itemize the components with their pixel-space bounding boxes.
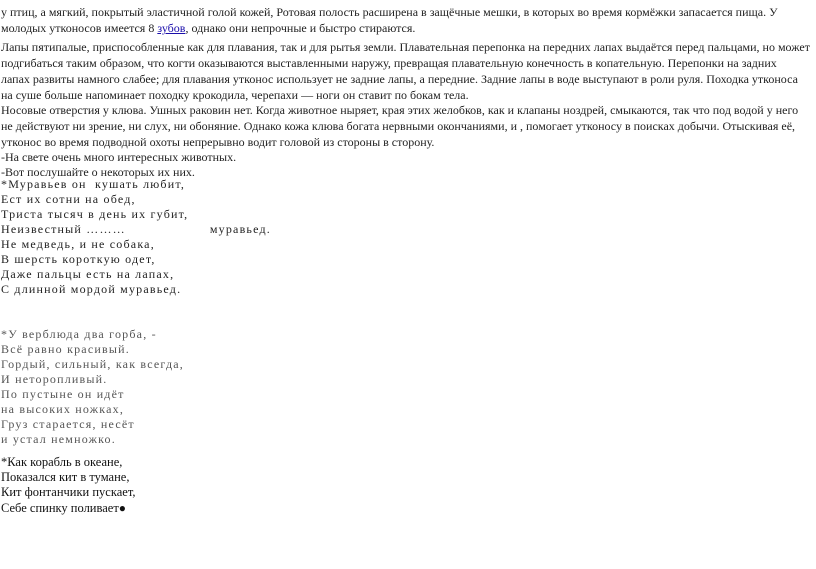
- poem-line: И неторопливый.: [1, 372, 108, 386]
- poem-line: Неизвестный ……… муравьед.: [1, 222, 271, 236]
- poem-line: *У верблюда два горба, -: [1, 327, 157, 341]
- text-line: подгибаться таким образом, что когти оказываются выставленными наружу, превращая плавательную конечность в копательную. Перепонки на задних: [1, 56, 777, 70]
- poem-line: Груз старается, несёт: [1, 417, 135, 431]
- poem-line: и устал немножко.: [1, 432, 116, 446]
- text-line: утконос во время подводной охоты непрерывно водит головой из стороны в сторону.: [1, 135, 435, 149]
- text-line: на суше больше напоминает походку крокодила, черепахи — ноги он ставит по бокам тела.: [1, 88, 469, 102]
- poem-line: Показался кит в тумане,: [1, 470, 130, 485]
- text-line: Носовые отверстия у клюва. Ушных раковин нет. Когда животное ныряет, края этих желобков, как и клапаны ноздрей, смыкаются, так что под водой у него: [1, 103, 799, 117]
- paragraph-beak: [1, 4, 813, 36]
- text-fragment: , однако они непрочные и быстро стираются.: [185, 21, 416, 35]
- whale-poem: [1, 455, 813, 516]
- bullet-icon: ●: [118, 500, 127, 515]
- poem-text: Себе спинку поливает: [1, 500, 119, 515]
- poem-line: Всё равно красивый.: [1, 342, 130, 356]
- poem-line: Даже пальцы есть на лапах,: [1, 267, 175, 281]
- anteater-poem: [1, 177, 813, 297]
- dialog-line: -Вот послушайте о некоторых их них.: [1, 164, 195, 179]
- poem-line: [1, 501, 813, 516]
- text-line: [1, 20, 813, 36]
- poem-line: По пустыне он идёт: [1, 387, 125, 401]
- text-line: лапах развиты намного слабее; для плавания утконос использует не задние лапы, а передние. Задние лапы в воде выступают в роли руля. Походка утконоса: [1, 72, 798, 86]
- poem-line: Гордый, сильный, как всегда,: [1, 357, 184, 371]
- teeth-link[interactable]: зубов: [157, 21, 186, 35]
- poem-line: Ест их сотни на обед,: [1, 192, 136, 206]
- paragraph-nostrils: [1, 102, 813, 150]
- poem-line: Триста тысяч в день их губит,: [1, 207, 189, 221]
- text-fragment: молодых утконосов имеется 8: [1, 21, 158, 35]
- poem-line: на высоких ножках,: [1, 402, 125, 416]
- poem-line: Не медведь, и не собака,: [1, 237, 155, 251]
- poem-line: В шерсть короткую одет,: [1, 252, 156, 266]
- poem-line: Кит фонтанчики пускает,: [1, 485, 136, 500]
- text-line: у птиц, а мягкий, покрытый эластичной голой кожей, Ротовая полость расширена в защёчные мешки, в которых во время кормёжки запасается пища. У: [1, 5, 778, 19]
- poem-line: *Муравьев он кушать любит,: [1, 177, 186, 191]
- text-line: Лапы пятипалые, приспособленные как для плавания, так и для рытья земли. Плавательная перепонка на передних лапах выдаётся перед пальцами, но может: [1, 40, 810, 54]
- camel-poem: [1, 327, 813, 447]
- dialog-line: -На свете очень много интересных животных.: [1, 150, 237, 164]
- dialog: [1, 150, 813, 179]
- poem-line: *Как корабль в океане,: [1, 455, 123, 469]
- paragraph-paws: [1, 39, 813, 103]
- text-line: не действуют ни зрение, ни слух, ни обоняние. Однако кожа клюва богата нервными окончаниями, и , помогает утконосу в поисках добычи. Отыскивая её,: [1, 119, 796, 133]
- poem-line: С длинной мордой муравьед.: [1, 282, 182, 296]
